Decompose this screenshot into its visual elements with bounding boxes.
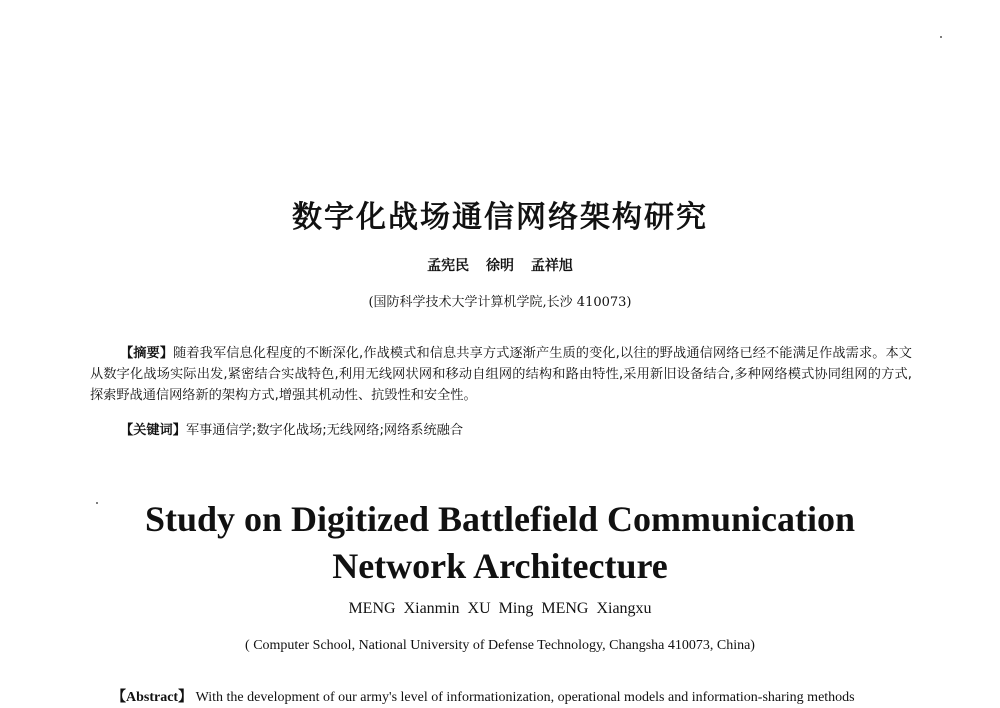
- english-title-line1: Study on Digitized Battlefield Communication: [144, 499, 855, 539]
- chinese-abstract: [90, 343, 912, 406]
- chinese-abstract-label: 【摘要】: [120, 346, 174, 361]
- chinese-keywords: [120, 420, 463, 441]
- english-title-line2: Network Architecture: [332, 546, 668, 586]
- english-title: [0, 496, 1000, 590]
- english-authors: MENG Xianmin XU Ming MENG Xiangxu: [348, 600, 652, 617]
- english-abstract-label: 【Abstract】: [112, 690, 193, 705]
- chinese-authors: 孟宪民 徐明 孟祥旭: [427, 258, 573, 274]
- chinese-keywords-label: 【关键词】: [120, 423, 186, 438]
- english-affiliation: ( Computer School, National University of Defense Technology, Changsha 410073, China): [245, 638, 755, 653]
- scan-speck: [940, 36, 942, 38]
- chinese-title: 数字化战场通信网络架构研究: [292, 200, 708, 235]
- chinese-abstract-text: 随着我军信息化程度的不断深化,作战模式和信息共享方式逐渐产生质的变化,以往的野战通信网络已经不能满足作战需求。本文从数字化战场实际出发,紧密结合实战特色,利用无线网状网和移动自组网的结构和路由特性,采用新旧设备结合,多种网络模式协同组网的方式,探索野战通信网络新的架构方式,增强其机动性、抗毁性和安全性。: [90, 346, 912, 403]
- chinese-affiliation: (国防科学技术大学计算机学院,长沙 410073): [368, 295, 632, 310]
- english-abstract: [112, 688, 912, 708]
- chinese-keywords-text: 军事通信学;数字化战场;无线网络;网络系统融合: [185, 423, 464, 438]
- english-abstract-text: With the development of our army's level of informationization, operational models and information-sharing methods: [195, 690, 855, 705]
